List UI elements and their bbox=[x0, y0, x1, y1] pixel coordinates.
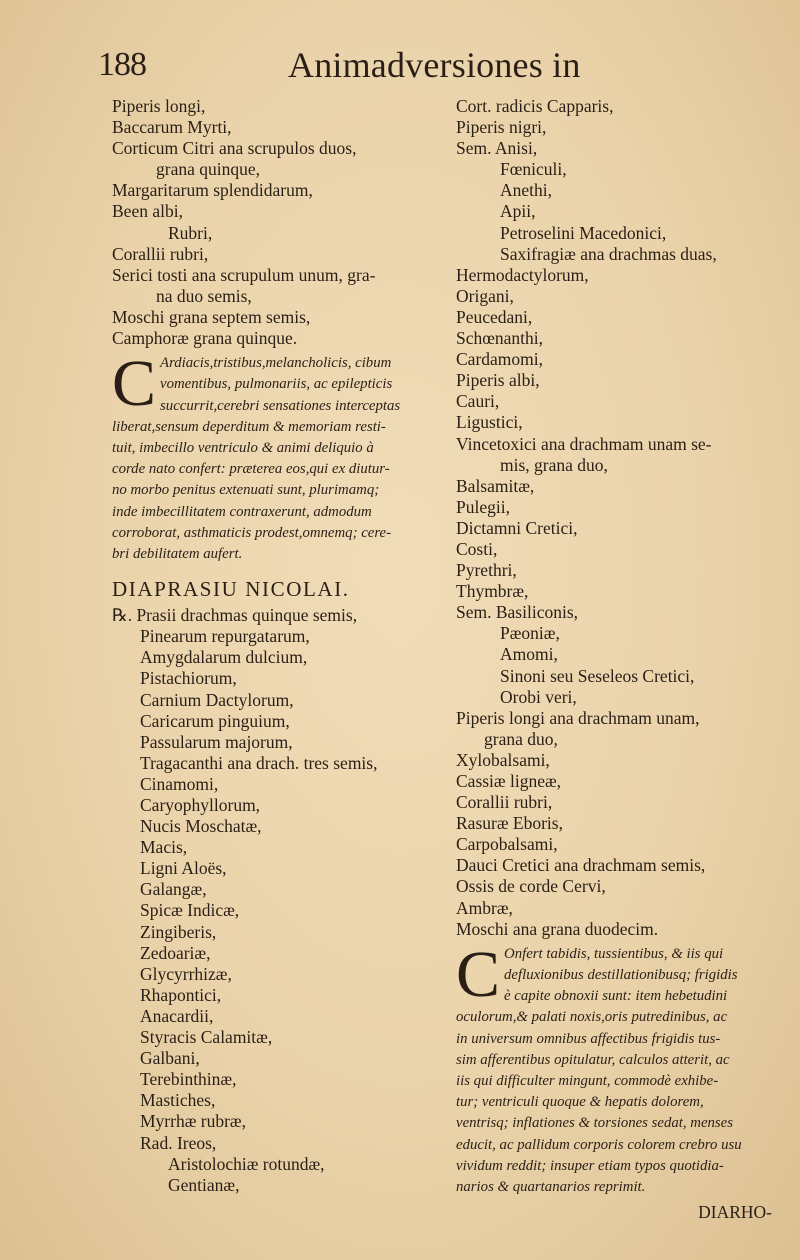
paragraph-line: educit, ac pallidum corporis colorem crebro usu bbox=[456, 1136, 742, 1153]
text-line: Cauri, bbox=[456, 391, 500, 412]
text-line: Pistachiorum, bbox=[140, 668, 237, 689]
paragraph-line: ventrisq; inflationes & torsiones sedat, menses bbox=[456, 1115, 734, 1132]
paragraph-line: liberat,sensum deperditum & memoriam resti- bbox=[112, 418, 386, 435]
left-column bbox=[112, 96, 452, 1196]
text-line: Ligustici, bbox=[456, 412, 523, 433]
paragraph-line: corde nato confert: præterea eos,qui ex diutur- bbox=[112, 461, 390, 478]
text-line: Ambræ, bbox=[456, 897, 513, 918]
text-line: Moschi grana septem semis, bbox=[112, 306, 311, 327]
text-line: Ossis de corde Cervi, bbox=[456, 876, 606, 897]
paragraph-line: defluxionibus destillationibusq; frigidis bbox=[504, 966, 738, 983]
drop-cap: C bbox=[112, 347, 157, 421]
text-line: Glycyrrhizæ, bbox=[140, 963, 232, 984]
text-line: Xylobalsami, bbox=[456, 749, 550, 770]
text-line: Margaritarum splendidarum, bbox=[112, 180, 313, 201]
right-column bbox=[456, 96, 776, 1223]
text-line: Passularum majorum, bbox=[140, 731, 293, 752]
text-line: Spicæ Indicæ, bbox=[140, 900, 240, 921]
paragraph-line: corroborat, asthmaticis prodest,omnemq; cere- bbox=[112, 524, 392, 541]
paragraph-line: vividum reddit; insuper etiam typos quotidia- bbox=[456, 1157, 724, 1174]
text-line: Thymbræ, bbox=[456, 581, 529, 602]
paragraph-line: bri debilitatem aufert. bbox=[112, 545, 243, 562]
text-line: Fœniculi, bbox=[500, 159, 567, 180]
text-line: Amomi, bbox=[500, 644, 558, 665]
text-line: Schœnanthi, bbox=[456, 328, 544, 349]
text-line: Serici tosti ana scrupulum unum, gra- bbox=[112, 264, 376, 285]
text-line: Myrrhæ rubræ, bbox=[140, 1111, 246, 1132]
paragraph-line: Ardiacis,tristibus,melancholicis, cibum bbox=[160, 355, 392, 372]
text-line: Pulegii, bbox=[456, 496, 510, 517]
paragraph-line: no morbo penitus extenuati sunt, plurimamq; bbox=[112, 482, 380, 499]
text-line: Ligni Aloës, bbox=[140, 858, 227, 879]
text-line: Moschi ana grana duodecim. bbox=[456, 918, 659, 939]
text-line: Terebinthinæ, bbox=[140, 1069, 237, 1090]
text-line: Zedoariæ, bbox=[140, 942, 211, 963]
text-line: Piperis nigri, bbox=[456, 117, 547, 138]
text-line: Caryophyllorum, bbox=[140, 795, 261, 815]
text-line: Baccarum Myrti, bbox=[112, 117, 232, 138]
text-line: Caricarum pinguium, bbox=[140, 710, 290, 731]
catchword: DIARHO- bbox=[698, 1202, 772, 1223]
text-line: Dauci Cretici ana drachmam semis, bbox=[456, 855, 706, 876]
text-line: Rubri, bbox=[168, 222, 213, 243]
text-line: Carpobalsami, bbox=[456, 834, 558, 855]
text-line: Origani, bbox=[456, 285, 514, 306]
paragraph-line: iis qui difficulter mingunt, commodè exhibe- bbox=[456, 1072, 719, 1089]
text-line: Been albi, bbox=[112, 201, 183, 222]
page-header bbox=[0, 40, 800, 90]
text-line: Sem. Anisi, bbox=[456, 138, 538, 159]
text-line: Pæoniæ, bbox=[500, 623, 560, 644]
text-line: Rhapontici, bbox=[140, 984, 222, 1005]
text-line: ℞. Prasii drachmas quinque semis, bbox=[112, 605, 358, 626]
text-line: Sinoni seu Seseleos Cretici, bbox=[500, 665, 695, 686]
text-line: Hermodactylorum, bbox=[456, 264, 589, 285]
text-line: Tragacanthi ana drach. tres semis, bbox=[140, 752, 378, 773]
text-line: grana quinque, bbox=[156, 159, 260, 180]
text-line: Pinearum repurgatarum, bbox=[140, 626, 310, 647]
paragraph-line: Onfert tabidis, tussientibus, & iis qui bbox=[504, 945, 724, 962]
paragraph-line: narios & quartanarios reprimit. bbox=[456, 1178, 646, 1195]
paragraph-line: sim afferentibus opitulatur, calculos atterit, ac bbox=[456, 1051, 730, 1068]
text-line: Carnium Dactylorum, bbox=[140, 689, 294, 710]
paragraph-line: succurrit,cerebri sensationes interceptas bbox=[160, 397, 401, 414]
section-heading: DIAPRASIU NICOLAI. bbox=[112, 577, 350, 602]
page-number: 188 bbox=[98, 46, 146, 83]
text-line: Costi, bbox=[456, 538, 498, 559]
text-line: Pyrethri, bbox=[456, 560, 517, 581]
text-line: Styracis Calamitæ, bbox=[140, 1027, 273, 1048]
text-line: Macis, bbox=[140, 837, 188, 858]
text-line: Gentianæ, bbox=[168, 1174, 240, 1195]
text-line: Anacardii, bbox=[140, 1005, 214, 1026]
text-line: Corticum Citri ana scrupulos duos, bbox=[112, 138, 357, 159]
paragraph-line: in universum omnibus affectibus frigidis tus- bbox=[456, 1030, 721, 1047]
text-line: Peucedani, bbox=[456, 306, 533, 327]
paragraph-line: inde imbecillitatem contraxerunt, admodum bbox=[112, 503, 372, 520]
text-line: Galangæ, bbox=[140, 879, 207, 900]
text-line: Orobi veri, bbox=[500, 686, 577, 707]
commentary-paragraph bbox=[112, 347, 452, 565]
text-line: Camphoræ grana quinque. bbox=[112, 328, 298, 349]
text-line: grana duo, bbox=[484, 728, 558, 749]
text-line: Dictamni Cretici, bbox=[456, 517, 578, 538]
text-line: Mastiches, bbox=[140, 1090, 216, 1111]
text-line: Piperis longi ana drachmam unam, bbox=[456, 707, 700, 728]
text-line: na duo semis, bbox=[156, 285, 252, 306]
running-title: Animadversiones in bbox=[288, 45, 581, 85]
text-line: Piperis longi, bbox=[112, 96, 206, 116]
text-line: Amygdalarum dulcium, bbox=[140, 647, 308, 668]
text-line: Corallii rubri, bbox=[112, 243, 209, 264]
text-line: Cinamomi, bbox=[140, 773, 219, 794]
paragraph-line: oculorum,& palati noxis,oris putredinibus, ac bbox=[456, 1009, 728, 1026]
paragraph-line: tuit, imbecillo ventriculo & animi deliquio à bbox=[112, 439, 374, 456]
text-line: Sem. Basiliconis, bbox=[456, 602, 579, 623]
drop-cap: C bbox=[456, 937, 501, 1011]
text-line: Aristolochiæ rotundæ, bbox=[168, 1153, 325, 1174]
text-line: Vincetoxici ana drachmam unam se- bbox=[456, 433, 712, 454]
text-line: Apii, bbox=[500, 201, 536, 222]
paragraph-line: è capite obnoxii sunt: item hebetudini bbox=[504, 988, 728, 1005]
text-line: Saxifragiæ ana drachmas duas, bbox=[500, 243, 717, 264]
text-line: Galbani, bbox=[140, 1048, 200, 1069]
text-line: Cassiæ ligneæ, bbox=[456, 771, 562, 791]
text-line: Piperis albi, bbox=[456, 370, 540, 391]
text-line: Corallii rubri, bbox=[456, 792, 553, 813]
text-line: Zingiberis, bbox=[140, 921, 217, 942]
text-line: Anethi, bbox=[500, 180, 553, 201]
text-line: Cort. radicis Capparis, bbox=[456, 96, 614, 116]
text-line: Petroselini Macedonici, bbox=[500, 222, 667, 243]
text-line: Cardamomi, bbox=[456, 349, 543, 370]
text-line: mis, grana duo, bbox=[500, 454, 608, 475]
commentary-paragraph bbox=[456, 937, 776, 1198]
text-line: Rad. Ireos, bbox=[140, 1132, 217, 1153]
text-line: Rasuræ Eboris, bbox=[456, 813, 563, 834]
text-line: Balsamitæ, bbox=[456, 475, 535, 496]
paragraph-line: vomentibus, pulmonariis, ac epilepticis bbox=[160, 376, 393, 393]
paragraph-line: tur; ventriculi quoque & hepatis dolorem, bbox=[456, 1094, 704, 1111]
text-line: Nucis Moschatæ, bbox=[140, 816, 262, 837]
